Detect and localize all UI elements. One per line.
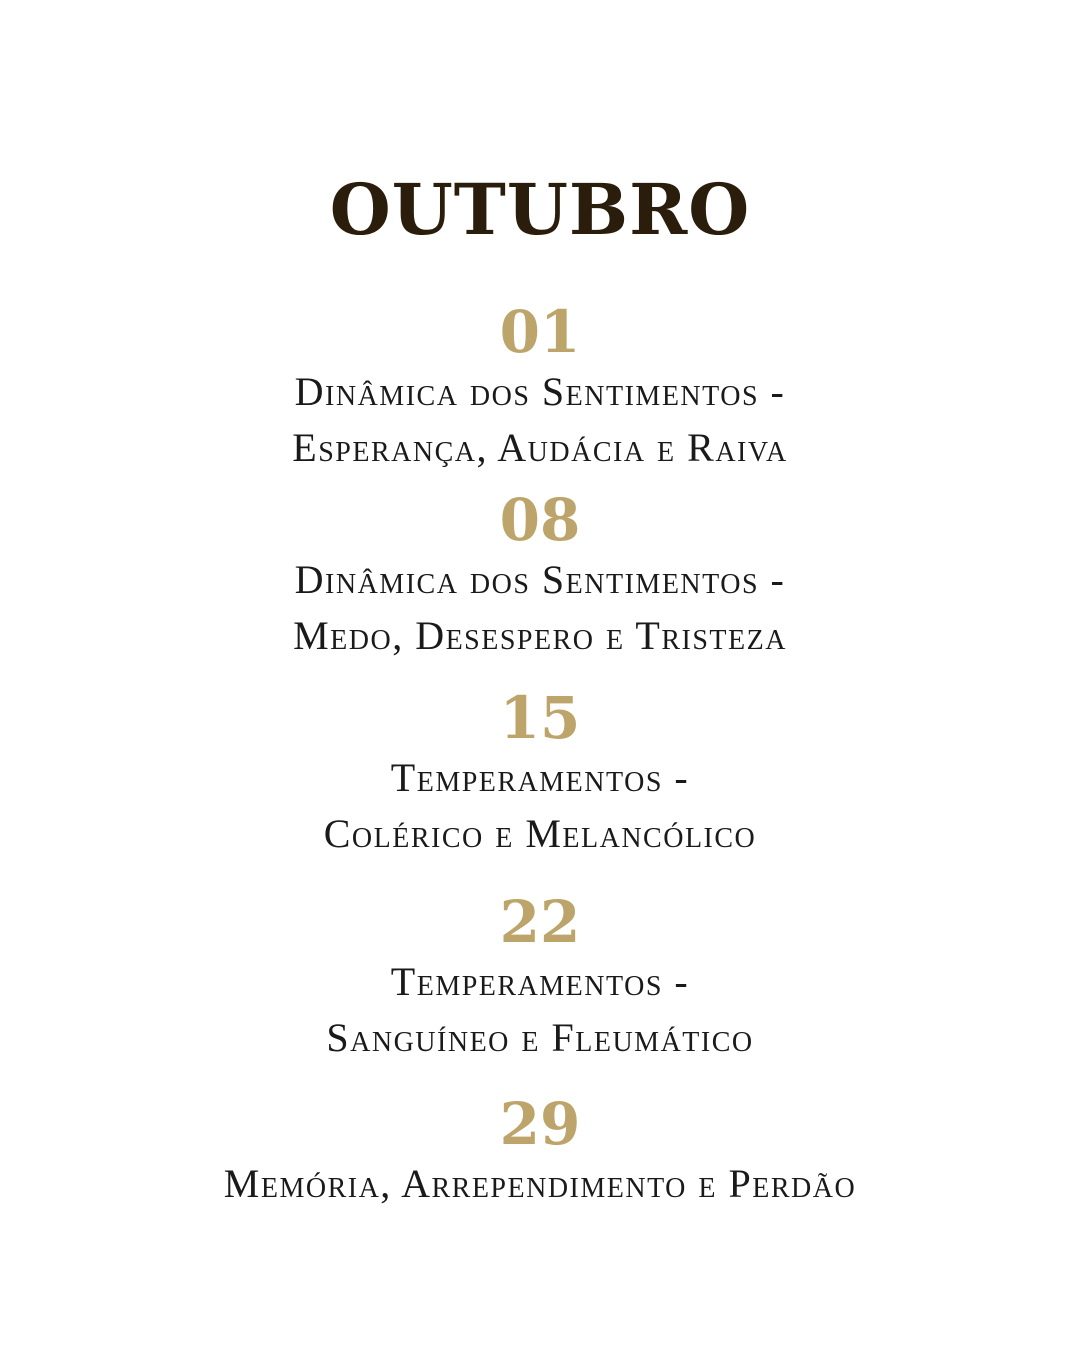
- entry-topic: [0, 1156, 1080, 1212]
- entry-topic-line: Temperamentos -: [390, 755, 690, 800]
- entry-topic-line: Temperamentos -: [390, 959, 690, 1004]
- entry-topic: [0, 954, 1080, 1066]
- entry-topic-line: Memória, Arrependimento e Perdão: [223, 1161, 857, 1206]
- entry-topic-line: Dinâmica dos Sentimentos -: [294, 557, 786, 602]
- entry-day: 22: [499, 888, 581, 956]
- schedule-entry: [0, 890, 1080, 1066]
- entry-topic-line: Colérico e Melancólico: [323, 811, 757, 856]
- schedule-entry: [0, 686, 1080, 862]
- month-title: OUTUBRO: [329, 168, 751, 251]
- schedule-entry: [0, 488, 1080, 664]
- schedule-entry: [0, 300, 1080, 476]
- entry-day: 15: [499, 684, 581, 752]
- entry-topic-line: Esperança, Audácia e Raiva: [292, 425, 788, 470]
- schedule-list: [0, 300, 1080, 1212]
- entry-topic: [0, 364, 1080, 476]
- entry-day: 08: [499, 486, 581, 554]
- entry-topic: [0, 750, 1080, 862]
- entry-topic-line: Sanguíneo e Fleumático: [326, 1015, 754, 1060]
- entry-day: 29: [499, 1090, 581, 1158]
- schedule-entry: [0, 1092, 1080, 1212]
- entry-topic-line: Medo, Desespero e Tristeza: [293, 613, 787, 658]
- entry-topic: [0, 552, 1080, 664]
- entry-day: 01: [499, 298, 581, 366]
- entry-topic-line: Dinâmica dos Sentimentos -: [294, 369, 786, 414]
